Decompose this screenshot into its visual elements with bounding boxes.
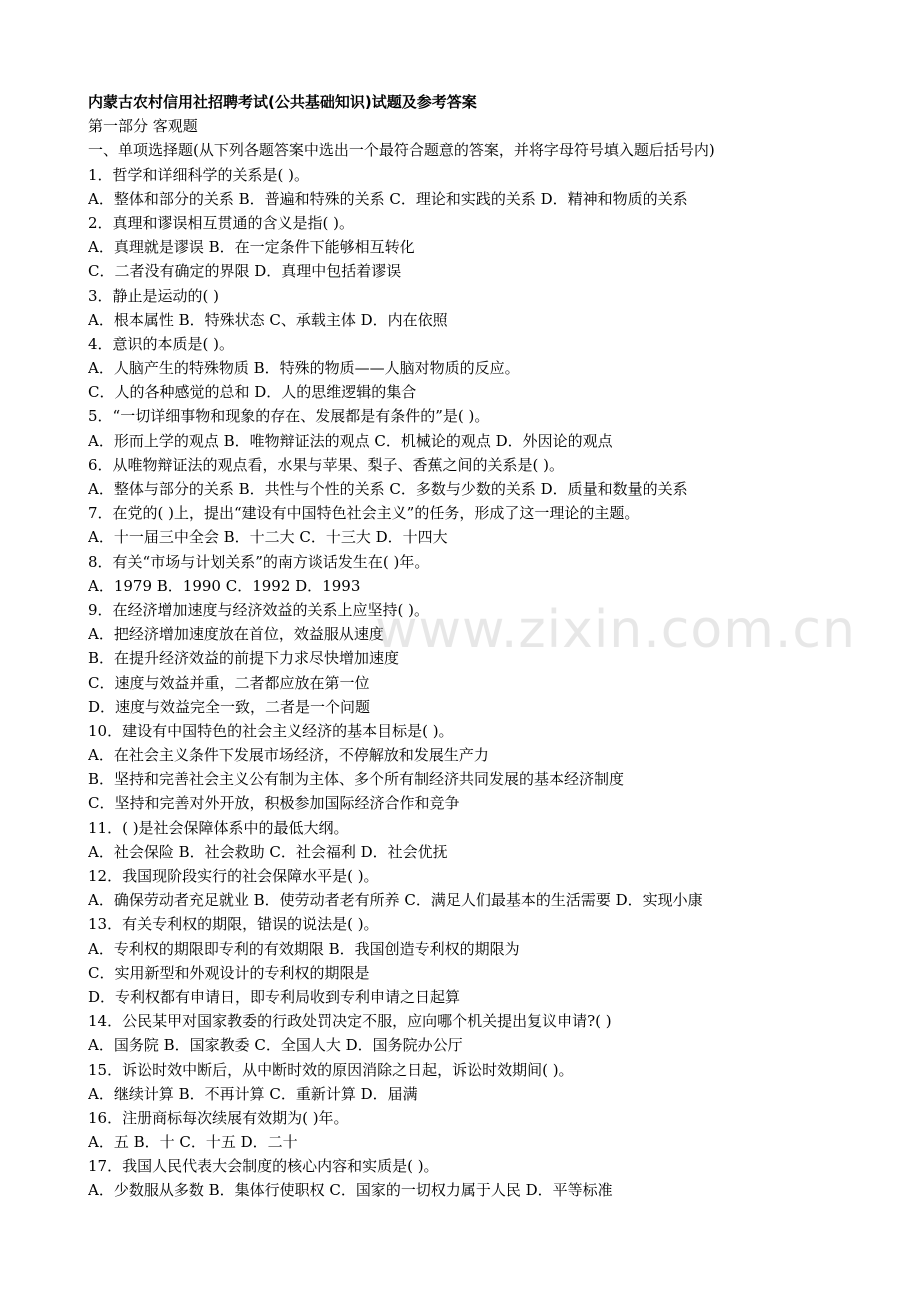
text-line: D．专利权都有申请日，即专利局收到专利申请之日起算 bbox=[88, 987, 461, 1006]
document-title: 内蒙古农村信用社招聘考试(公共基础知识)试题及参考答案 bbox=[88, 93, 477, 111]
text-line: A．少数服从多数 B．集体行使职权 C．国家的一切权力属于人民 D．平等标准 bbox=[88, 1181, 613, 1200]
watermark: www.zixin.com.cn bbox=[375, 600, 856, 660]
text-line: 5．“一切详细事物和现象的存在、发展都是有条件的”是( )。 bbox=[88, 407, 490, 426]
text-line: B．坚持和完善社会主义公有制为主体、多个所有制经济共同发展的基本经济制度 bbox=[88, 770, 625, 789]
text-line: 6．从唯物辩证法的观点看，水果与苹果、梨子、香蕉之间的关系是( )。 bbox=[88, 455, 565, 474]
text-line: 16．注册商标每次续展有效期为( )年。 bbox=[88, 1108, 349, 1127]
text-line: A．人脑产生的特殊物质 B．特殊的物质——人脑对物质的反应。 bbox=[88, 359, 520, 378]
text-line: A．形而上学的观点 B．唯物辩证法的观点 C．机械论的观点 D．外因论的观点 bbox=[88, 431, 613, 450]
text-line: A．真理就是谬误 B．在一定条件下能够相互转化 bbox=[88, 238, 415, 257]
text-line: C．坚持和完善对外开放，积极参加国际经济合作和竞争 bbox=[88, 794, 460, 813]
text-line: 13．有关专利权的期限，错误的说法是( )。 bbox=[88, 915, 379, 934]
text-line: 15．诉讼时效中断后，从中断时效的原因消除之日起，诉讼时效期间( )。 bbox=[88, 1060, 574, 1079]
text-line: A．在社会主义条件下发展市场经济，不停解放和发展生产力 bbox=[88, 746, 489, 765]
document-page bbox=[88, 90, 888, 1203]
text-line: 3．静止是运动的( ) bbox=[88, 286, 220, 305]
text-line: C．人的各种感觉的总和 D．人的思维逻辑的集合 bbox=[88, 383, 417, 402]
text-line: 17．我国人民代表大会制度的核心内容和实质是( )。 bbox=[88, 1157, 439, 1176]
text-line: 8．有关“市场与计划关系”的南方谈话发生在( )年。 bbox=[88, 552, 430, 571]
text-line: A．十一届三中全会 B．十二大 C．十三大 D．十四大 bbox=[88, 528, 448, 547]
text-line: A．国务院 B．国家教委 C．全国人大 D．国务院办公厅 bbox=[88, 1036, 463, 1055]
text-line: A．社会保险 B．社会救助 C．社会福利 D．社会优抚 bbox=[88, 842, 448, 861]
document-body bbox=[88, 114, 888, 1202]
text-line: B．在提升经济效益的前提下力求尽快增加速度 bbox=[88, 649, 400, 668]
text-line: 11．( )是社会保障体系中的最低大纲。 bbox=[88, 818, 349, 837]
text-line: C．实用新型和外观设计的专利权的期限是 bbox=[88, 963, 370, 982]
text-line: A．确保劳动者充足就业 B．使劳动者老有所养 C．满足人们最基本的生活需要 D．实现小康 bbox=[88, 891, 703, 910]
text-line: D．速度与效益完全一致，二者是一个问题 bbox=[88, 697, 371, 716]
text-line: 一、单项选择题(从下列各题答案中选出一个最符合题意的答案，并将字母符号填入题后括号内) bbox=[88, 141, 715, 160]
text-line: 2．真理和谬误相互贯通的含义是指( )。 bbox=[88, 213, 355, 232]
text-line: 9．在经济增加速度与经济效益的关系上应坚持( )。 bbox=[88, 600, 430, 619]
text-line: 12．我国现阶段实行的社会保障水平是( )。 bbox=[88, 867, 379, 885]
text-line: 第一部分 客观题 bbox=[88, 117, 198, 136]
text-line: C．二者没有确定的界限 D．真理中包括着谬误 bbox=[88, 262, 402, 281]
text-line: 10．建设有中国特色的社会主义经济的基本目标是( )。 bbox=[88, 721, 454, 740]
text-line: A．五 B．十 C．十五 D．二十 bbox=[88, 1133, 298, 1152]
text-line: A．1979 B．1990 C．1992 D．1993 bbox=[88, 576, 361, 595]
text-line: A．整体和部分的关系 B．普遍和特殊的关系 C．理论和实践的关系 D．精神和物质的关系 bbox=[88, 189, 688, 208]
text-line: A．整体与部分的关系 B．共性与个性的关系 C．多数与少数的关系 D．质量和数量的关系 bbox=[88, 480, 688, 498]
text-line: 4．意识的本质是( )。 bbox=[88, 334, 235, 353]
text-line: 14．公民某甲对国家教委的行政处罚决定不服，应向哪个机关提出复议申请?( ) bbox=[88, 1012, 612, 1031]
text-line: A．继续计算 B．不再计算 C．重新计算 D．届满 bbox=[88, 1084, 418, 1103]
text-line: 1．哲学和详细科学的关系是( )。 bbox=[88, 165, 310, 184]
text-line: A．根本属性 B．特殊状态 C、承载主体 D．内在依照 bbox=[88, 310, 448, 329]
text-line: A．专利权的期限即专利的有效期限 B．我国创造专利权的期限为 bbox=[88, 939, 520, 958]
text-line: 7．在党的( )上，提出“建设有中国特色社会主义”的任务，形成了这一理论的主题。 bbox=[88, 504, 640, 523]
text-line: C．速度与效益并重，二者都应放在第一位 bbox=[88, 673, 370, 692]
text-line: A．把经济增加速度放在首位，效益服从速度 bbox=[88, 625, 384, 644]
